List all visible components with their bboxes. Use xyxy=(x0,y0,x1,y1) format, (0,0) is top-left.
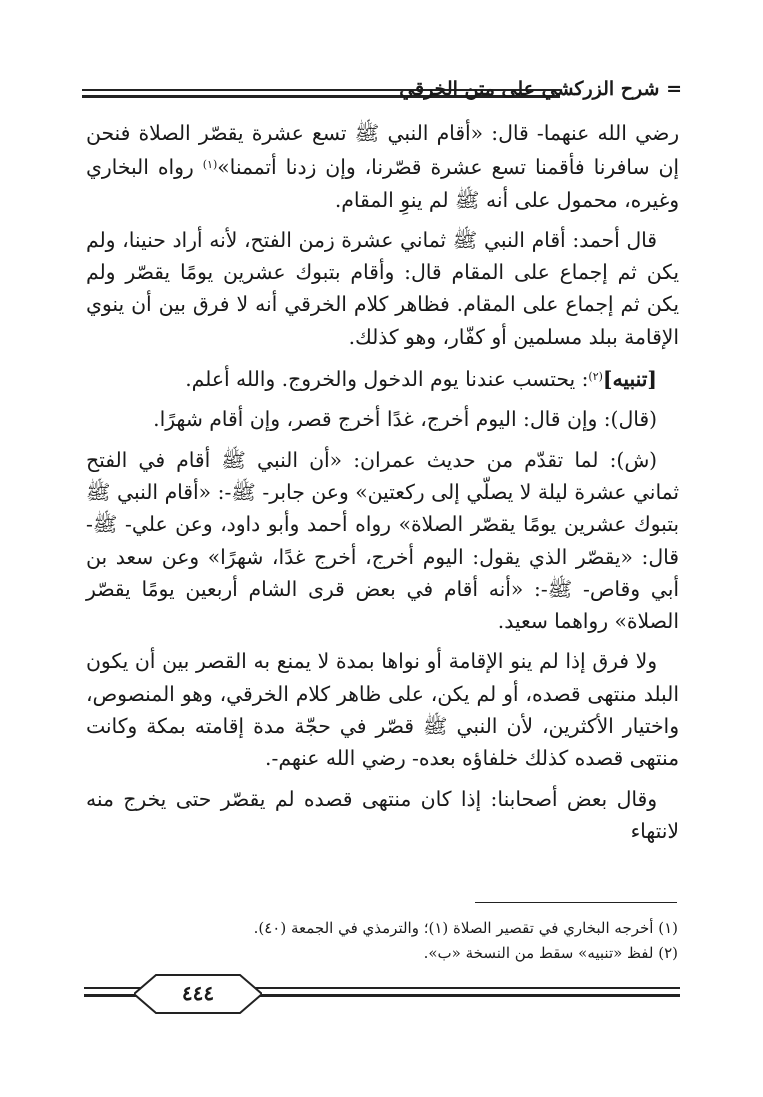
tanbih-note xyxy=(86,361,679,395)
footnote-marker-2: (٢) xyxy=(588,370,603,384)
tanbih-label: [تنبيه] xyxy=(602,367,657,392)
book-title: = شرح الزركشي على متن الخرقي xyxy=(399,78,682,100)
paragraph-5: ولا فرق إذا لم ينو الإقامة أو نواها بمدة لا يمنع به القصر بين أن يكون البلد منتهى قصده، أو لم يكن، على ظاهر كلام الخرقي، وهو المنصوص، واختيار الأكثرين، لأن النبي ﷺ قصّر في حجّة مدة إقامته بمكة وكانت منتهى قصده كذلك خلفاؤه بعده- رضي الله عنهم-. xyxy=(86,649,679,771)
footnote-separator xyxy=(475,902,677,903)
paragraph-6: وقال بعض أصحابنا: إذا كان منتهى قصده لم يقصّر حتى يخرج منه لانتهاء xyxy=(86,786,679,843)
tanbih-text: : يحتسب عندنا يوم الدخول والخروج. والله أعلم. xyxy=(185,367,589,392)
paragraph-1 xyxy=(86,117,679,216)
running-header xyxy=(82,76,682,106)
page-footer xyxy=(84,972,680,1016)
footnotes xyxy=(86,916,678,966)
footnote-marker-1: (١) xyxy=(202,158,218,172)
page-number: ٤٤٤ xyxy=(181,981,215,1005)
paragraph-1-tail: رواه البخاري وغيره، محمول على أنه ﷺ لم ينوِ المقام. xyxy=(86,155,679,212)
main-text xyxy=(86,117,679,855)
paragraph-qala: (قال): وإن قال: اليوم أخرج، غدًا أخرج قصر، وإن أقام شهرًا. xyxy=(153,407,657,432)
paragraph-2: قال أحمد: أقام النبي ﷺ ثماني عشرة زمن الفتح، لأنه أراد حنينا، ولم يكن ثم إجماع على المقام قال: وأقام بتبوك عشرين يومًا يقصّر ولم يكن ثم إجماع على المقام. فظاهر كلام الخرقي أنه لا فرق بين أن ينوي الإقامة ببلد مسلمين أو كفّار، وهو كذلك. xyxy=(86,227,679,349)
paragraph-sharh: (ش): لما تقدّم من حديث عمران: «أن النبي ﷺ أقام في الفتح ثماني عشرة ليلة لا يصلّي إلى ركعتين» وعن جابر- ﷺ-: «أقام النبي ﷺ بتبوك عشرين يومًا يقصّر الصلاة» رواه أحمد وأبو داود، وعن علي- ﷺ- قال: «يقصّر الذي يقول: اليوم أخرج، أخرج غدًا، شهرًا» وعن سعد بن أبي وقاص- ﷺ-: «أنه أقام في بعض قرى الشام أربعين يومًا يقصّر الصلاة» رواهما سعيد. xyxy=(86,447,679,634)
paragraph-1-text: رضي الله عنهما- قال: «أقام النبي ﷺ تسع عشرة يقصّر الصلاة فنحن إن سافرنا فأقمنا تسع عشرة قصّرنا، وإن زدنا أتممنا» xyxy=(86,121,679,180)
footnote-1: (١) أخرجه البخاري في تقصير الصلاة (١)؛ والترمذي في الجمعة (٤٠). xyxy=(253,919,678,937)
footnote-2: (٢) لفظ «تنبيه» سقط من النسخة «ب». xyxy=(423,944,678,962)
